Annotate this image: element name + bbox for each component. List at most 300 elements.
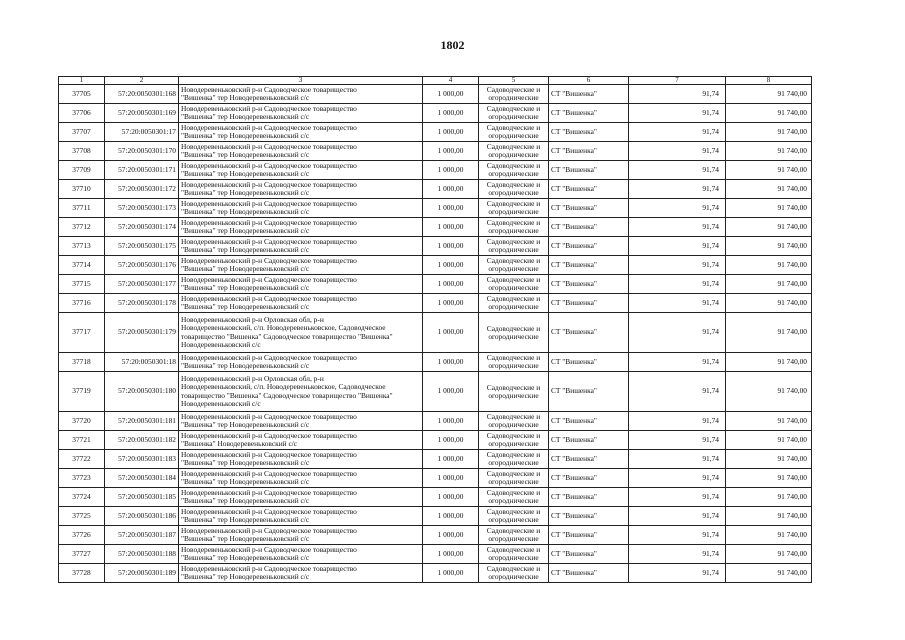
table-row [59, 294, 812, 313]
land-use-cell-line: огороднические [488, 283, 539, 292]
col-header-4: 4 [423, 77, 479, 85]
land-use-cell-line: Садоводческие и [486, 256, 541, 266]
land-use-cell-line: Садоводческие и [486, 199, 541, 209]
area-cell: 1 000,00 [423, 104, 479, 123]
address-cell-line: "Вишенка" тер Новодеревеньковский с/с [181, 245, 310, 254]
col-header-5: 5 [479, 77, 549, 85]
land-use-cell-line: огороднические [488, 131, 539, 140]
area-cell: 1 000,00 [423, 507, 479, 526]
partnership-cell: СТ "Вишенка" [549, 564, 629, 583]
row-number-cell: 37722 [59, 450, 105, 469]
land-use-cell [479, 123, 549, 142]
area-cell: 1 000,00 [423, 161, 479, 180]
table-row [59, 142, 812, 161]
land-use-cell-line: Садоводческие и [486, 161, 541, 171]
address-cell [179, 469, 423, 488]
land-use-cell-line: огороднические [488, 112, 539, 121]
address-cell-line: Новодеревеньковский р-н Садоводческое товарищество [181, 160, 357, 170]
address-cell-line: "Вишенка" тер Новодеревеньковский с/с [181, 361, 310, 370]
rate-cell: 91,74 [629, 469, 726, 488]
rate-cell: 91,74 [629, 412, 726, 431]
page-number: 1802 [440, 38, 465, 52]
land-use-cell-line: Садоводческие и [486, 564, 541, 574]
address-cell [179, 275, 423, 294]
cadastral-number-cell: 57:20:0050301:189 [105, 564, 179, 583]
value-cell: 91 740,00 [726, 545, 812, 564]
cadastral-number-cell: 57:20:0050301:170 [105, 142, 179, 161]
address-cell-line: Новодеревеньковский с/с [181, 339, 261, 349]
partnership-cell: СТ "Вишенка" [549, 275, 629, 294]
land-use-cell-line: огороднические [488, 93, 539, 102]
land-use-cell-line: Садоводческие и [486, 545, 541, 555]
address-cell-line: "Вишенка" тер Новодеревеньковский с/с [181, 420, 310, 429]
address-cell [179, 199, 423, 218]
address-cell-line: "Вишенка" тер Новодеревеньковский с/с [181, 169, 310, 178]
land-use-cell-line: Садоводческие и [486, 294, 541, 304]
partnership-cell: СТ "Вишенка" [549, 218, 629, 237]
address-cell-line: Новодеревеньковский р-н Садоводческое товарищество [181, 255, 357, 265]
address-cell-line: Новодеревеньковский р-н Садоводческое товарищество [181, 563, 357, 573]
address-cell-line: Новодеревеньковский, с/п. Новодеревеньковское, Садоводческое [181, 323, 386, 333]
area-cell: 1 000,00 [423, 199, 479, 218]
area-cell: 1 000,00 [423, 469, 479, 488]
address-cell [179, 545, 423, 564]
partnership-cell: СТ "Вишенка" [549, 161, 629, 180]
land-use-cell [479, 180, 549, 199]
land-use-cell-line: Садоводческие и [486, 469, 541, 479]
value-cell: 91 740,00 [726, 313, 812, 353]
partnership-cell: СТ "Вишенка" [549, 199, 629, 218]
address-cell-line: "Вишенка" тер Новодеревеньковский с/с [181, 477, 310, 486]
value-cell: 91 740,00 [726, 275, 812, 294]
value-cell: 91 740,00 [726, 469, 812, 488]
address-cell-line: Новодеревеньковский р-н Садоводческое товарищество [181, 352, 357, 362]
rate-cell: 91,74 [629, 104, 726, 123]
partnership-cell: СТ "Вишенка" [549, 256, 629, 275]
partnership-cell: СТ "Вишенка" [549, 431, 629, 450]
land-use-cell-line: Садоводческие и [486, 85, 541, 95]
land-use-cell-line: Садоводческие и [486, 218, 541, 228]
land-use-cell-line: огороднические [488, 515, 539, 524]
address-cell-line: "Вишенка" Новодеревеньковский с/с [181, 439, 298, 448]
area-cell: 1 000,00 [423, 372, 479, 412]
address-cell-line: Новодеревеньковский р-н Садоводческое товарищество [181, 430, 357, 440]
land-use-cell-line: Садоводческие и [486, 353, 541, 363]
address-cell-line: Новодеревеньковский р-н Садоводческое товарищество [181, 411, 357, 421]
row-number-cell: 37727 [59, 545, 105, 564]
address-cell-line: Новодеревеньковский р-н Садоводческое товарищество [181, 198, 357, 208]
address-cell-line: Новодеревеньковский р-н Садоводческое товарищество [181, 506, 357, 516]
table-row [59, 564, 812, 583]
address-cell-line: Новодеревеньковский р-н Садоводческое товарищество [181, 179, 357, 189]
col-header-6: 6 [549, 77, 629, 85]
col-header-1: 1 [59, 77, 105, 85]
rate-cell: 91,74 [629, 545, 726, 564]
area-cell: 1 000,00 [423, 218, 479, 237]
rate-cell: 91,74 [629, 488, 726, 507]
cadastral-number-cell: 57:20:0050301:187 [105, 526, 179, 545]
land-use-cell [479, 507, 549, 526]
rate-cell: 91,74 [629, 507, 726, 526]
cadastral-number-cell: 57:20:0050301:172 [105, 180, 179, 199]
row-number-cell: 37728 [59, 564, 105, 583]
address-cell-line: "Вишенка" тер Новодеревеньковский с/с [181, 572, 310, 581]
address-cell-line: Новодеревеньковский р-н Садоводческое товарищество [181, 122, 357, 132]
land-use-cell-line: огороднические [488, 169, 539, 178]
land-use-cell [479, 275, 549, 294]
row-number-cell: 37717 [59, 313, 105, 353]
land-use-cell-line: Садоводческие и [486, 237, 541, 247]
row-number-cell: 37718 [59, 353, 105, 372]
row-number-cell: 37707 [59, 123, 105, 142]
cadastral-number-cell: 57:20:0050301:177 [105, 275, 179, 294]
land-use-cell-line: Садоводческие и [486, 104, 541, 114]
address-cell-line: "Вишенка" тер Новодеревеньковский с/с [181, 458, 310, 467]
address-cell [179, 372, 423, 412]
table-row [59, 412, 812, 431]
land-use-cell-line: Садоводческие и [486, 450, 541, 460]
partnership-cell: СТ "Вишенка" [549, 507, 629, 526]
address-cell-line: Новодеревеньковский р-н Садоводческое товарищество [181, 293, 357, 303]
land-use-cell-line: огороднические [488, 496, 539, 505]
partnership-cell: СТ "Вишенка" [549, 412, 629, 431]
address-cell-line: "Вишенка" тер Новодеревеньковский с/с [181, 553, 310, 562]
row-number-cell: 37721 [59, 431, 105, 450]
land-use-cell-line: Садоводческие и [486, 526, 541, 536]
land-use-cell [479, 372, 549, 412]
cadastral-number-cell: 57:20:0050301:186 [105, 507, 179, 526]
area-cell: 1 000,00 [423, 353, 479, 372]
address-cell [179, 431, 423, 450]
value-cell: 91 740,00 [726, 85, 812, 104]
address-cell-line: Новодеревеньковский р-н Орловская обл, р-н [181, 374, 324, 384]
land-use-cell [479, 313, 549, 353]
land-use-cell-line: Садоводческие и [486, 142, 541, 152]
row-number-cell: 37719 [59, 372, 105, 412]
cadastral-number-cell: 57:20:0050301:17 [105, 123, 179, 142]
land-use-cell-line: огороднические [488, 553, 539, 562]
address-cell-line: Новодеревеньковский р-н Садоводческое товарищество [181, 468, 357, 478]
table-row [59, 469, 812, 488]
address-cell-line: товарищество "Вишенка" Садоводческое товарищество "Вишенка" [181, 390, 393, 400]
rate-cell: 91,74 [629, 142, 726, 161]
rate-cell: 91,74 [629, 294, 726, 313]
land-use-cell-line: Садоводческие и [486, 431, 541, 441]
rate-cell: 91,74 [629, 450, 726, 469]
address-cell-line: "Вишенка" тер Новодеревеньковский с/с [181, 302, 310, 311]
land-use-cell [479, 488, 549, 507]
rate-cell: 91,74 [629, 218, 726, 237]
cadastral-number-cell: 57:20:0050301:181 [105, 412, 179, 431]
partnership-cell: СТ "Вишенка" [549, 488, 629, 507]
land-use-cell-line: огороднические [488, 420, 539, 429]
row-number-cell: 37705 [59, 85, 105, 104]
address-cell [179, 180, 423, 199]
cadastral-number-cell: 57:20:0050301:171 [105, 161, 179, 180]
row-number-cell: 37711 [59, 199, 105, 218]
partnership-cell: СТ "Вишенка" [549, 85, 629, 104]
address-cell [179, 564, 423, 583]
address-cell-line: "Вишенка" тер Новодеревеньковский с/с [181, 226, 310, 235]
table-row [59, 123, 812, 142]
value-cell: 91 740,00 [726, 256, 812, 275]
partnership-cell: СТ "Вишенка" [549, 450, 629, 469]
col-header-2: 2 [105, 77, 179, 85]
value-cell: 91 740,00 [726, 294, 812, 313]
partnership-cell: СТ "Вишенка" [549, 353, 629, 372]
address-cell [179, 313, 423, 353]
address-cell [179, 161, 423, 180]
partnership-cell: СТ "Вишенка" [549, 469, 629, 488]
land-use-cell-line: огороднические [488, 477, 539, 486]
land-use-cell-line: Садоводческие и [486, 507, 541, 517]
table-row [59, 545, 812, 564]
table-row [59, 180, 812, 199]
address-cell-line: "Вишенка" тер Новодеревеньковский с/с [181, 207, 310, 216]
rate-cell: 91,74 [629, 526, 726, 545]
address-cell [179, 218, 423, 237]
land-use-cell [479, 142, 549, 161]
address-cell-line: "Вишенка" тер Новодеревеньковский с/с [181, 534, 310, 543]
land-use-cell-line: огороднические [488, 264, 539, 273]
land-use-cell-line: огороднические [488, 572, 539, 581]
header-row [59, 77, 812, 85]
cadastral-number-cell: 57:20:0050301:185 [105, 488, 179, 507]
address-cell-line: Новодеревеньковский р-н Садоводческое товарищество [181, 544, 357, 554]
address-cell-line: Новодеревеньковский с/с [181, 398, 261, 408]
address-cell-line: Новодеревеньковский р-н Садоводческое товарищество [181, 449, 357, 459]
address-cell-line: "Вишенка" тер Новодеревеньковский с/с [181, 150, 310, 159]
land-use-cell [479, 469, 549, 488]
cadastral-number-cell: 57:20:0050301:169 [105, 104, 179, 123]
address-cell [179, 488, 423, 507]
cadastral-number-cell: 57:20:0050301:18 [105, 353, 179, 372]
area-cell: 1 000,00 [423, 237, 479, 256]
partnership-cell: СТ "Вишенка" [549, 526, 629, 545]
rate-cell: 91,74 [629, 313, 726, 353]
value-cell: 91 740,00 [726, 564, 812, 583]
rate-cell: 91,74 [629, 431, 726, 450]
address-cell-line: Новодеревеньковский, с/п. Новодеревеньковское, Садоводческое [181, 382, 386, 392]
address-cell [179, 353, 423, 372]
row-number-cell: 37709 [59, 161, 105, 180]
address-cell-line: "Вишенка" тер Новодеревеньковский с/с [181, 131, 310, 140]
value-cell: 91 740,00 [726, 104, 812, 123]
address-cell-line: Новодеревеньковский р-н Садоводческое товарищество [181, 487, 357, 497]
partnership-cell: СТ "Вишенка" [549, 313, 629, 353]
area-cell: 1 000,00 [423, 526, 479, 545]
area-cell: 1 000,00 [423, 412, 479, 431]
table-row [59, 256, 812, 275]
table-row [59, 372, 812, 412]
value-cell: 91 740,00 [726, 142, 812, 161]
address-cell-line: Новодеревеньковский р-н Садоводческое товарищество [181, 217, 357, 227]
land-use-cell-line: огороднические [488, 390, 539, 400]
cadastral-number-cell: 57:20:0050301:182 [105, 431, 179, 450]
land-use-cell-line: огороднические [488, 302, 539, 311]
land-use-cell [479, 294, 549, 313]
land-use-cell-line: Садоводческие и [486, 488, 541, 498]
value-cell: 91 740,00 [726, 180, 812, 199]
table-row [59, 488, 812, 507]
value-cell: 91 740,00 [726, 431, 812, 450]
cadastral-number-cell: 57:20:0050301:179 [105, 313, 179, 353]
cadastral-number-cell: 57:20:0050301:173 [105, 199, 179, 218]
address-cell [179, 123, 423, 142]
land-use-cell [479, 104, 549, 123]
land-use-cell-line: Садоводческие и [486, 323, 541, 333]
land-use-cell-line: огороднические [488, 439, 539, 448]
land-plots-table [58, 76, 812, 583]
rate-cell: 91,74 [629, 180, 726, 199]
land-use-cell-line: Садоводческие и [486, 180, 541, 190]
row-number-cell: 37706 [59, 104, 105, 123]
rate-cell: 91,74 [629, 275, 726, 294]
cadastral-number-cell: 57:20:0050301:178 [105, 294, 179, 313]
value-cell: 91 740,00 [726, 237, 812, 256]
cadastral-number-cell: 57:20:0050301:188 [105, 545, 179, 564]
address-cell-line: Новодеревеньковский р-н Садоводческое товарищество [181, 103, 357, 113]
address-cell-line: Новодеревеньковский р-н Садоводческое товарищество [181, 141, 357, 151]
row-number-cell: 37716 [59, 294, 105, 313]
value-cell: 91 740,00 [726, 199, 812, 218]
address-cell [179, 104, 423, 123]
row-number-cell: 37726 [59, 526, 105, 545]
land-use-cell-line: огороднические [488, 207, 539, 216]
value-cell: 91 740,00 [726, 372, 812, 412]
land-use-cell-line: Садоводческие и [486, 123, 541, 133]
land-use-cell [479, 564, 549, 583]
col-header-8: 8 [726, 77, 812, 85]
land-use-cell [479, 431, 549, 450]
cadastral-number-cell: 57:20:0050301:183 [105, 450, 179, 469]
area-cell: 1 000,00 [423, 123, 479, 142]
row-number-cell: 37713 [59, 237, 105, 256]
area-cell: 1 000,00 [423, 275, 479, 294]
address-cell [179, 256, 423, 275]
area-cell: 1 000,00 [423, 294, 479, 313]
address-cell [179, 294, 423, 313]
rate-cell: 91,74 [629, 256, 726, 275]
cadastral-number-cell: 57:20:0050301:175 [105, 237, 179, 256]
row-number-cell: 37723 [59, 469, 105, 488]
land-use-cell [479, 256, 549, 275]
address-cell-line: "Вишенка" тер Новодеревеньковский с/с [181, 93, 310, 102]
land-use-cell-line: огороднические [488, 458, 539, 467]
land-use-cell-line: огороднические [488, 188, 539, 197]
land-use-cell-line: огороднические [488, 245, 539, 254]
address-cell [179, 237, 423, 256]
address-cell-line: "Вишенка" тер Новодеревеньковский с/с [181, 188, 310, 197]
address-cell-line: "Вишенка" тер Новодеревеньковский с/с [181, 496, 310, 505]
value-cell: 91 740,00 [726, 450, 812, 469]
area-cell: 1 000,00 [423, 256, 479, 275]
cadastral-number-cell: 57:20:0050301:174 [105, 218, 179, 237]
rate-cell: 91,74 [629, 353, 726, 372]
land-use-cell-line: огороднические [488, 150, 539, 159]
land-use-cell-line: огороднические [488, 534, 539, 543]
land-use-cell-line: огороднические [488, 361, 539, 370]
land-use-cell [479, 526, 549, 545]
table-row [59, 161, 812, 180]
land-use-cell-line: огороднические [488, 331, 539, 341]
address-cell [179, 142, 423, 161]
address-cell-line: Новодеревеньковский р-н Садоводческое товарищество [181, 236, 357, 246]
partnership-cell: СТ "Вишенка" [549, 237, 629, 256]
address-cell [179, 85, 423, 104]
table-row [59, 313, 812, 353]
cadastral-number-cell: 57:20:0050301:176 [105, 256, 179, 275]
rate-cell: 91,74 [629, 237, 726, 256]
land-use-cell [479, 353, 549, 372]
partnership-cell: СТ "Вишенка" [549, 142, 629, 161]
land-use-cell [479, 218, 549, 237]
value-cell: 91 740,00 [726, 353, 812, 372]
land-use-cell [479, 199, 549, 218]
partnership-cell: СТ "Вишенка" [549, 294, 629, 313]
address-cell-line: "Вишенка" тер Новодеревеньковский с/с [181, 515, 310, 524]
area-cell: 1 000,00 [423, 313, 479, 353]
col-header-7: 7 [629, 77, 726, 85]
table-row [59, 104, 812, 123]
table-row [59, 507, 812, 526]
area-cell: 1 000,00 [423, 180, 479, 199]
land-use-cell [479, 161, 549, 180]
address-cell [179, 507, 423, 526]
address-cell-line: "Вишенка" тер Новодеревеньковский с/с [181, 264, 310, 273]
land-use-cell [479, 450, 549, 469]
value-cell: 91 740,00 [726, 123, 812, 142]
table-row [59, 431, 812, 450]
rate-cell: 91,74 [629, 85, 726, 104]
area-cell: 1 000,00 [423, 142, 479, 161]
col-header-3: 3 [179, 77, 423, 85]
row-number-cell: 37708 [59, 142, 105, 161]
value-cell: 91 740,00 [726, 526, 812, 545]
land-use-cell-line: огороднические [488, 226, 539, 235]
table-row [59, 85, 812, 104]
land-use-cell-line: Садоводческие и [486, 382, 541, 392]
value-cell: 91 740,00 [726, 488, 812, 507]
row-number-cell: 37710 [59, 180, 105, 199]
rate-cell: 91,74 [629, 161, 726, 180]
row-number-cell: 37715 [59, 275, 105, 294]
address-cell-line: "Вишенка" тер Новодеревеньковский с/с [181, 283, 310, 292]
address-cell-line: Новодеревеньковский р-н Садоводческое товарищество [181, 525, 357, 535]
address-cell [179, 450, 423, 469]
value-cell: 91 740,00 [726, 507, 812, 526]
area-cell: 1 000,00 [423, 85, 479, 104]
table-row [59, 237, 812, 256]
partnership-cell: СТ "Вишенка" [549, 372, 629, 412]
area-cell: 1 000,00 [423, 450, 479, 469]
table-row [59, 526, 812, 545]
address-cell-line: "Вишенка" тер Новодеревеньковский с/с [181, 112, 310, 121]
partnership-cell: СТ "Вишенка" [549, 123, 629, 142]
address-cell [179, 412, 423, 431]
table-row [59, 450, 812, 469]
rate-cell: 91,74 [629, 372, 726, 412]
value-cell: 91 740,00 [726, 218, 812, 237]
address-cell-line: товарищество "Вишенка" Садоводческое товарищество "Вишенка" [181, 331, 393, 341]
partnership-cell: СТ "Вишенка" [549, 104, 629, 123]
row-number-cell: 37724 [59, 488, 105, 507]
row-number-cell: 37725 [59, 507, 105, 526]
address-cell-line: Новодеревеньковский р-н Садоводческое товарищество [181, 84, 357, 94]
address-cell-line: Новодеревеньковский р-н Садоводческое товарищество [181, 274, 357, 284]
table-row [59, 275, 812, 294]
rate-cell: 91,74 [629, 199, 726, 218]
